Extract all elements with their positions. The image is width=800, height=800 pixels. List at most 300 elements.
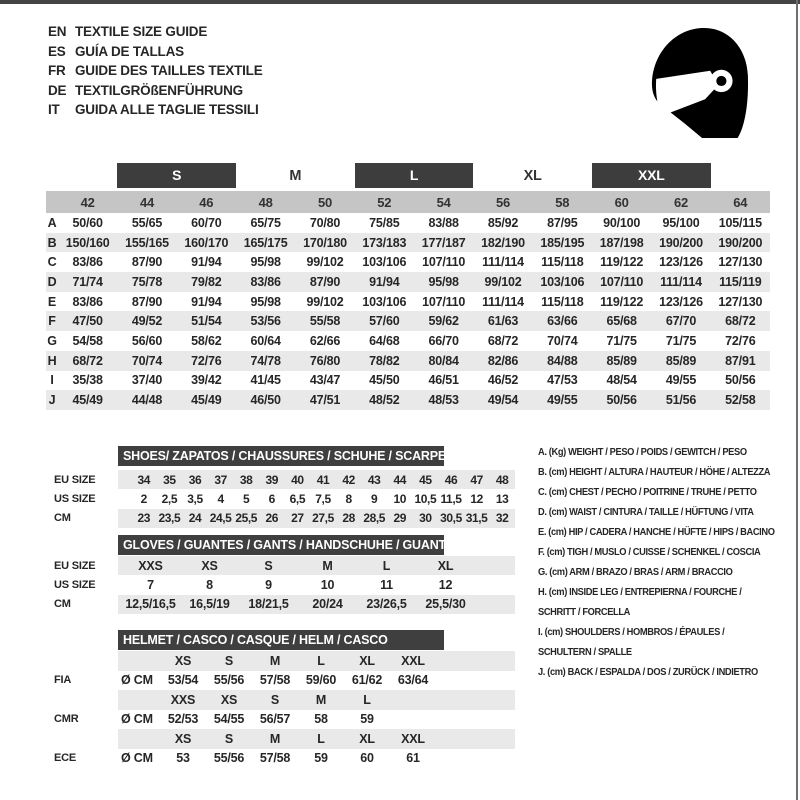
cell-value: 35/38 — [72, 373, 103, 388]
cell-value: 13 — [495, 491, 509, 506]
row-band — [118, 710, 515, 730]
diameter-unit: Ø CM — [121, 712, 153, 727]
cell-value: 30,5 — [440, 511, 462, 526]
cell-value: 71/74 — [72, 274, 103, 289]
table-row-h — [46, 351, 770, 371]
row-label: A — [47, 215, 57, 230]
cell-value: 57/58 — [259, 751, 291, 766]
cell-value: 5 — [243, 491, 250, 506]
standard-label-cmr: CMR — [54, 713, 79, 726]
cell-value: 2 — [140, 491, 147, 506]
cell-value: 10 — [393, 491, 407, 506]
cell-value: 71/75 — [665, 333, 697, 348]
cell-value: 119/122 — [600, 255, 644, 270]
cell-value: 20/24 — [312, 597, 343, 612]
row-band — [118, 489, 515, 508]
cell-value: M — [315, 692, 327, 707]
cell-value: 7,5 — [315, 491, 331, 506]
lang-code: IT — [48, 102, 60, 118]
cell-value: 25,5/30 — [425, 597, 466, 612]
gloves-us-row — [54, 575, 515, 594]
cell-value: 83/88 — [428, 215, 459, 230]
cell-value: 42 — [80, 194, 95, 210]
cell-value: J. (cm) BACK / ESPALDA / DOS / ZURÜCK / INDIETRO — [538, 667, 758, 678]
cell-value: 72/76 — [725, 333, 756, 348]
cell-value: 53/54 — [167, 673, 199, 688]
cell-value: 36 — [188, 472, 202, 487]
cell-value: XXS — [170, 692, 196, 707]
cell-value: 47 — [470, 472, 483, 487]
measure-rows — [46, 213, 770, 410]
row-label: E — [47, 294, 57, 309]
cell-value: 45 — [419, 472, 432, 487]
cell-value: 8 — [206, 577, 213, 592]
cell-value: 62/66 — [309, 333, 341, 348]
cell-value: 68/72 — [72, 353, 103, 368]
cell-value: 53/56 — [250, 314, 281, 329]
size-group-l: L — [355, 163, 474, 188]
cell-value: 65/75 — [250, 215, 281, 230]
cell-value: 74/78 — [250, 353, 281, 368]
measurement-legend — [538, 443, 775, 683]
cell-value: 6,5 — [289, 491, 306, 506]
table-row-g — [46, 331, 770, 351]
cell-value: F. (cm) TIGH / MUSLO / CUISSE / SCHENKEL / COSCIA — [538, 547, 761, 558]
cell-value: 39/42 — [191, 373, 222, 388]
table-row-b — [46, 233, 770, 253]
cell-value: 66/70 — [428, 333, 459, 348]
cell-value: B. (cm) HEIGHT / ALTURA / HAUTEUR / HÖHE / ALTEZZA — [538, 467, 771, 478]
cell-value: M — [269, 653, 281, 668]
cell-value: 111/114 — [482, 294, 524, 309]
cell-value: 52/58 — [725, 393, 756, 408]
cell-value: 99/102 — [306, 294, 344, 309]
cell-value: 11 — [380, 577, 393, 592]
cell-value: 99/102 — [306, 255, 344, 270]
cell-value: 95/100 — [662, 215, 700, 230]
row-label: D — [47, 274, 57, 289]
cell-value: 56/60 — [131, 333, 163, 348]
cell-value: 115/118 — [541, 255, 584, 270]
cell-value: 4 — [217, 491, 224, 506]
cell-value: 87/91 — [725, 353, 756, 368]
helmet-title-bar: HELMET / CASCO / CASQUE / HELM / CASCO — [118, 630, 444, 650]
cell-value: 12,5/16,5 — [125, 597, 176, 612]
cell-value: 45/49 — [191, 393, 222, 408]
cell-value: M — [269, 731, 281, 746]
cell-value: 42 — [342, 472, 355, 487]
cell-value: E. (cm) HIP / CADERA / HANCHE / HÜFTE / HIPS / BACINO — [538, 527, 775, 538]
cell-value: 83/86 — [72, 255, 103, 270]
cell-value: 55/58 — [309, 314, 341, 329]
cell-value: 9 — [371, 491, 378, 506]
cell-value: XL — [359, 731, 375, 746]
cell-value: M — [322, 558, 333, 573]
cell-value: XS — [174, 653, 192, 668]
cell-value: 60/70 — [191, 215, 222, 230]
table-row-i — [46, 371, 770, 391]
cell-value: 99/102 — [484, 274, 522, 289]
cell-value: 107/110 — [422, 255, 466, 270]
row-label: F — [48, 314, 56, 329]
cell-value: L — [382, 558, 391, 573]
cell-value: 70/80 — [309, 215, 341, 230]
cell-value: 44 — [139, 194, 155, 210]
cell-value: 16,5/19 — [189, 597, 230, 612]
cell-value: 37 — [214, 472, 227, 487]
row-label: CM — [54, 512, 71, 525]
cell-value: 127/130 — [718, 255, 763, 270]
cell-value: S — [270, 692, 280, 707]
cell-value: 54/55 — [213, 712, 245, 727]
shoes-eu-row — [54, 470, 515, 489]
diameter-unit: Ø CM — [121, 751, 153, 766]
cell-value: 84/88 — [547, 353, 578, 368]
lang-row-en — [48, 22, 263, 42]
cell-value: 44 — [393, 472, 407, 487]
cell-value: 59 — [360, 712, 374, 727]
language-title-list — [48, 22, 263, 120]
cell-value: 49/55 — [547, 393, 578, 408]
gloves-rows — [54, 556, 515, 614]
cell-value: 91/94 — [369, 274, 400, 289]
cell-value: 47/53 — [547, 373, 578, 388]
guide-title: GUIDA ALLE TAGLIE TESSILI — [75, 102, 259, 118]
cell-value: 60 — [614, 194, 629, 210]
shoes-size-table — [54, 446, 515, 528]
row-label: J — [48, 393, 56, 408]
cell-value: 103/106 — [362, 255, 407, 270]
cell-value: 111/114 — [660, 274, 702, 289]
cell-value: 82/86 — [487, 353, 519, 368]
cell-value: 185/195 — [540, 235, 585, 250]
cell-value: 187/198 — [599, 235, 644, 250]
cell-value: 119/122 — [600, 294, 644, 309]
row-band — [118, 595, 515, 614]
cell-value: 87/90 — [131, 294, 163, 309]
cell-value: 25,5 — [235, 511, 258, 526]
cell-value: XS — [174, 731, 192, 746]
cell-value: 50/56 — [606, 393, 637, 408]
cell-value: 52/53 — [167, 712, 199, 727]
table-row-j — [46, 390, 770, 410]
cell-value: 43/47 — [309, 373, 341, 388]
cell-value: 46 — [444, 472, 458, 487]
cell-value: 37/40 — [131, 373, 163, 388]
cell-value: 46/52 — [487, 373, 519, 388]
cell-value: 41 — [316, 472, 330, 487]
cell-value: 30 — [419, 511, 432, 526]
size-group-header — [46, 163, 770, 188]
cell-value: 91/94 — [191, 255, 222, 270]
row-band — [118, 575, 515, 594]
cell-value: 40 — [291, 472, 304, 487]
cell-value: 23,5 — [158, 511, 181, 526]
helmet-size-table — [54, 630, 515, 768]
row-band — [118, 671, 515, 691]
cell-value: 23/26,5 — [366, 597, 407, 612]
cell-value: 27 — [291, 511, 304, 526]
racing-helmet-icon — [645, 26, 755, 140]
cell-value: A. (Kg) WEIGHT / PESO / POIDS / GEWITCH / PESO — [538, 447, 747, 458]
cell-value: 57/60 — [369, 314, 400, 329]
cell-value: 46/50 — [250, 393, 281, 408]
cell-value: 28,5 — [363, 511, 386, 526]
cell-value: 49/52 — [131, 314, 163, 329]
cell-value: 64 — [733, 194, 748, 210]
lang-row-fr — [48, 61, 263, 81]
row-band — [118, 749, 515, 769]
cell-value: 10,5 — [414, 491, 437, 506]
cell-value: 123/126 — [659, 294, 703, 309]
cell-value: 70/74 — [131, 353, 163, 368]
cell-value: 190/200 — [659, 235, 703, 250]
cell-value: 48/52 — [369, 393, 400, 408]
row-label: US SIZE — [54, 492, 96, 505]
cell-value: 29 — [393, 511, 407, 526]
row-band — [118, 690, 515, 710]
cell-value: 173/183 — [362, 235, 407, 250]
cell-value: 55/56 — [213, 751, 245, 766]
helmet-rows — [54, 651, 515, 768]
cell-value: 58 — [314, 712, 328, 727]
row-label: I — [50, 373, 54, 388]
cell-value: 3,5 — [187, 491, 203, 506]
size-group-m: M — [289, 167, 302, 184]
fia-values-row — [54, 671, 515, 691]
cell-value: 170/180 — [303, 235, 347, 250]
table-row-f — [46, 311, 770, 331]
cell-value: 65/68 — [606, 314, 637, 329]
cell-value: 105/115 — [718, 215, 762, 230]
textile-size-table — [46, 163, 770, 410]
cell-value: S — [264, 558, 273, 573]
standard-label-ece: ECE — [54, 752, 77, 765]
cell-value: 12 — [438, 577, 453, 592]
cell-value: 63/66 — [547, 314, 578, 329]
size-group-xl: XL — [523, 167, 542, 184]
cell-value: 41/45 — [250, 373, 281, 388]
cell-value: 127/130 — [718, 294, 763, 309]
cell-value: 95/98 — [428, 274, 459, 289]
lang-code: EN — [48, 24, 67, 40]
shoes-rows — [54, 470, 515, 528]
cell-value: 87/90 — [309, 274, 341, 289]
cell-value: G. (cm) ARM / BRAZO / BRAS / ARM / BRACCIO — [538, 567, 733, 578]
cell-value: 61/63 — [487, 314, 519, 329]
size-group-s: S — [117, 163, 236, 188]
cell-value: 111/114 — [482, 255, 524, 270]
cell-value: 47/50 — [72, 314, 103, 329]
right-border-line — [796, 0, 798, 800]
cell-value: 38 — [239, 472, 253, 487]
row-band — [118, 470, 515, 489]
cell-value: 72/76 — [191, 353, 222, 368]
cell-value: L — [317, 731, 325, 746]
cell-value: 56/57 — [259, 712, 291, 727]
gloves-cm-row — [54, 595, 515, 614]
cell-value: 61 — [406, 751, 420, 766]
shoes-us-row — [54, 489, 515, 508]
cell-value: XL — [359, 653, 375, 668]
shoes-cm-row — [54, 509, 515, 528]
row-label: EU SIZE — [54, 559, 96, 572]
lang-row-de — [48, 81, 263, 101]
cell-value: XS — [220, 692, 238, 707]
lang-code: FR — [48, 63, 66, 79]
cell-value: 60 — [360, 751, 374, 766]
cell-value: SCHRITT / FORCELLA — [538, 607, 630, 618]
cell-value: 150/160 — [65, 235, 110, 250]
cell-value: 45/50 — [369, 373, 400, 388]
cell-value: 59 — [314, 751, 328, 766]
cell-value: 49/55 — [665, 373, 697, 388]
cell-value: 57/58 — [259, 673, 291, 688]
cell-value: 39 — [265, 472, 279, 487]
cell-value: 83/86 — [72, 294, 103, 309]
cell-value: 68/72 — [487, 333, 519, 348]
cell-value: 95/98 — [250, 294, 281, 309]
lang-code: ES — [48, 43, 66, 59]
cell-value: 91/94 — [191, 294, 222, 309]
cell-value: 70/74 — [547, 333, 578, 348]
cell-value: 87/90 — [131, 255, 163, 270]
cell-value: 61/62 — [351, 673, 383, 688]
cell-value: S — [224, 653, 234, 668]
cell-value: 58 — [555, 194, 570, 210]
cell-value: 32 — [495, 511, 509, 526]
cell-value: 54/58 — [72, 333, 103, 348]
cell-value: 60/64 — [250, 333, 281, 348]
cell-value: 68/72 — [725, 314, 756, 329]
cell-value: 62 — [673, 194, 689, 210]
cell-value: 67/70 — [665, 314, 697, 329]
cell-value: I. (cm) SHOULDERS / HOMBROS / ÉPAULES / — [538, 627, 725, 638]
cell-value: 59/60 — [305, 673, 337, 688]
fia-sizes-row — [54, 651, 515, 671]
table-row-d — [46, 272, 770, 292]
ece-sizes-row — [54, 729, 515, 749]
cell-value: 48 — [258, 194, 273, 210]
cell-value: 55/65 — [131, 215, 163, 230]
lang-row-es — [48, 42, 263, 62]
cell-value: 24 — [188, 511, 202, 526]
row-label: CM — [54, 598, 71, 611]
cell-value: 24,5 — [209, 511, 232, 526]
cell-value: 47/51 — [309, 393, 341, 408]
cell-value: D. (cm) WAIST / CINTURA / TAILLE / HÜFTUNG / VITA — [538, 507, 754, 518]
cell-value: 80/84 — [428, 353, 459, 368]
row-band — [118, 651, 515, 671]
cell-value: 78/82 — [369, 353, 400, 368]
row-label: C — [47, 255, 57, 270]
cell-value: 35 — [163, 472, 176, 487]
cell-value: 50/56 — [725, 373, 756, 388]
cell-value: 7 — [147, 577, 154, 592]
cell-value: 64/68 — [369, 333, 400, 348]
cell-value: 71/75 — [606, 333, 637, 348]
cell-value: 51/56 — [665, 393, 697, 408]
cell-value: 55/56 — [213, 673, 245, 688]
cell-value: 85/92 — [487, 215, 519, 230]
cell-value: 95/98 — [250, 255, 281, 270]
cmr-values-row — [54, 710, 515, 730]
cell-value: 27,5 — [312, 511, 334, 526]
cell-value: 8 — [345, 491, 352, 506]
table-row-a — [46, 213, 770, 233]
cell-value: 103/106 — [362, 294, 407, 309]
cell-value: 63/64 — [397, 673, 429, 688]
numeric-size-header-row — [46, 191, 770, 213]
cell-value: 107/110 — [600, 274, 644, 289]
row-label: B — [47, 235, 57, 250]
cell-value: 79/82 — [191, 274, 222, 289]
guide-title: TEXTILE SIZE GUIDE — [75, 24, 208, 40]
cell-value: 2,5 — [161, 491, 178, 506]
cell-value: 48/53 — [428, 393, 459, 408]
cell-value: 48/54 — [606, 373, 637, 388]
cell-value: 75/85 — [369, 215, 400, 230]
cell-value: 177/187 — [421, 235, 466, 250]
cell-value: XS — [201, 558, 218, 573]
cell-value: 87/95 — [547, 215, 578, 230]
top-border-line — [0, 0, 800, 4]
lang-row-it — [48, 100, 263, 120]
cell-value: 103/106 — [540, 274, 585, 289]
size-group-xxl: XXL — [592, 163, 711, 188]
cell-value: 46 — [199, 194, 214, 210]
cell-value: 48 — [495, 472, 509, 487]
cell-value: 43 — [367, 472, 381, 487]
cell-value: XXL — [401, 731, 425, 746]
cell-value: 123/126 — [659, 255, 703, 270]
cell-value: H. (cm) INSIDE LEG / ENTREPIERNA / FOURCHE / — [538, 587, 742, 598]
cell-value: 76/80 — [309, 353, 341, 368]
cell-value: 155/165 — [125, 235, 169, 250]
cell-value: 85/89 — [665, 353, 697, 368]
diameter-unit: Ø CM — [121, 673, 153, 688]
cell-value: 50/60 — [72, 215, 103, 230]
row-label: H — [47, 353, 57, 368]
cell-value: 45/49 — [72, 393, 103, 408]
cell-value: 49/54 — [487, 393, 519, 408]
cell-value: 23 — [137, 511, 151, 526]
cell-value: 165/175 — [243, 235, 288, 250]
row-label: G — [47, 333, 57, 348]
cell-value: 31,5 — [465, 511, 488, 526]
guide-title: GUIDE DES TAILLES TEXTILE — [75, 63, 263, 79]
cmr-sizes-row — [54, 690, 515, 710]
cell-value: 115/118 — [541, 294, 584, 309]
cell-value: 26 — [265, 511, 279, 526]
cell-value: XXS — [138, 558, 163, 573]
cell-value: 56 — [495, 194, 511, 210]
gloves-eu-row — [54, 556, 515, 575]
cell-value: 11,5 — [440, 491, 462, 506]
standard-label-fia: FIA — [54, 674, 72, 687]
guide-title: GUÍA DE TALLAS — [75, 43, 184, 59]
cell-value: 51/54 — [191, 314, 222, 329]
row-label: US SIZE — [54, 578, 96, 591]
cell-value: 83/86 — [250, 274, 281, 289]
row-band — [118, 509, 515, 528]
cell-value: 59/62 — [428, 314, 459, 329]
cell-value: 46/51 — [428, 373, 459, 388]
cell-value: 85/89 — [606, 353, 637, 368]
cell-value: 75/78 — [131, 274, 163, 289]
cell-value: 182/190 — [481, 235, 525, 250]
gloves-size-table — [54, 535, 515, 614]
